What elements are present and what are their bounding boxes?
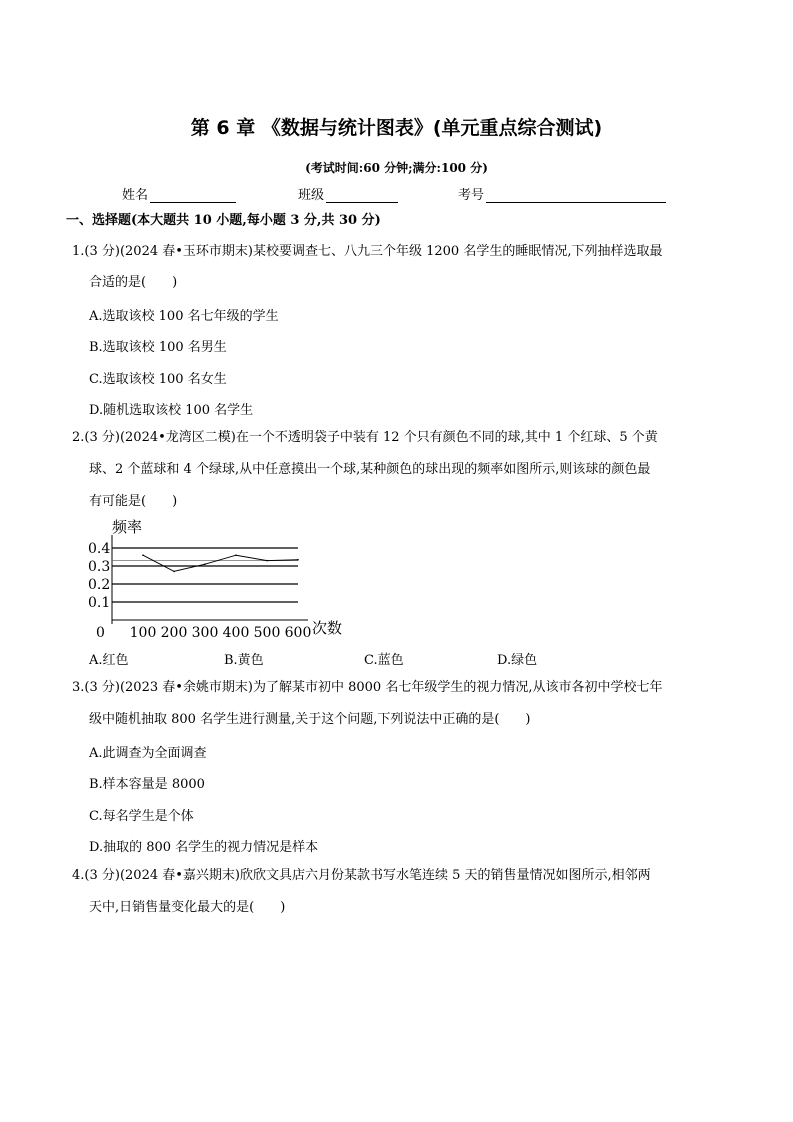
data-point-100 — [142, 554, 144, 556]
question-2-line-3: 有可能是( ) — [89, 494, 178, 509]
question-2-line-1: 2.(3 分)(2024•龙湾区二模)在一个不透明袋子中装有 12 个只有颜色不同的球,其中 1 个红球、5 个黄 — [72, 430, 658, 445]
data-point-200 — [173, 571, 175, 573]
number-blank[interactable] — [486, 188, 666, 203]
frequency-chart — [86, 515, 348, 641]
number-label: 考号 — [458, 188, 485, 203]
question-2-line-2: 球、2 个蓝球和 4 个绿球,从中任意摸出一个球,某种颜色的球出现的频率如图所示,则该球的颜色最 — [89, 462, 651, 477]
data-point-600 — [297, 559, 299, 561]
student-info-row — [0, 184, 793, 204]
question-1-option-a[interactable]: A.选取该校 100 名七年级的学生 — [89, 309, 279, 324]
page-title: 第 6 章 《数据与统计图表》(单元重点综合测试) — [190, 117, 603, 139]
question-2-option-c[interactable]: C.蓝色 — [364, 653, 404, 668]
y-tick-label-0.3: 0.3 — [88, 559, 111, 575]
question-3-option-b[interactable]: B.样本容量是 8000 — [89, 777, 205, 792]
frequency-series-line — [143, 555, 298, 571]
question-1-line-2: 合适的是( ) — [89, 275, 178, 290]
name-blank[interactable] — [150, 188, 236, 203]
data-point-500 — [266, 560, 268, 562]
x-tick-label-100: 100 — [129, 625, 157, 641]
x-tick-label-400: 400 — [222, 625, 250, 641]
question-1-option-b[interactable]: B.选取该校 100 名男生 — [89, 340, 227, 355]
question-3-line-1: 3.(3 分)(2023 春•余姚市期末)为了解某市初中 8000 名七年级学生的视力情况,从该市各初中学校七年 — [72, 680, 663, 695]
y-tick-label-0.2: 0.2 — [88, 577, 111, 593]
name-label: 姓名 — [122, 188, 149, 203]
class-blank[interactable] — [326, 188, 398, 203]
question-3-option-d[interactable]: D.抽取的 800 名学生的视力情况是样本 — [89, 840, 319, 855]
question-3-option-a[interactable]: A.此调查为全面调查 — [89, 746, 207, 761]
question-3-line-2: 级中随机抽取 800 名学生进行测量,关于这个问题,下列说法中正确的是( ) — [89, 712, 531, 727]
y-tick-label-0.4: 0.4 — [88, 541, 111, 557]
section-heading: 一、选择题(本大题共 10 小题,每小题 3 分,共 30 分) — [66, 213, 381, 228]
question-2-option-b[interactable]: B.黄色 — [224, 653, 264, 668]
question-1-line-1: 1.(3 分)(2024 春•玉环市期末)某校要调查七、八九三个年级 1200 名学生的睡眠情况,下列抽样选取最 — [72, 244, 663, 259]
x-tick-label-500: 500 — [253, 625, 281, 641]
exam-info: (考试时间:60 分钟;满分:100 分) — [305, 161, 488, 175]
question-3-option-c[interactable]: C.每名学生是个体 — [89, 809, 194, 824]
question-1-option-d[interactable]: D.随机选取该校 100 名学生 — [89, 403, 254, 418]
question-4-line-2: 天中,日销售量变化最大的是( ) — [89, 900, 286, 915]
origin-label: 0 — [96, 625, 105, 641]
y-axis-label: 频率 — [112, 518, 143, 536]
x-tick-label-600: 600 — [284, 625, 312, 641]
question-1-option-c[interactable]: C.选取该校 100 名女生 — [89, 372, 227, 387]
class-field[interactable] — [298, 184, 398, 203]
question-4-line-1: 4.(3 分)(2024 春•嘉兴期末)欣欣文具店六月份某款书写水笔连续 5 天的销售量情况如图所示,相邻两 — [72, 868, 651, 883]
question-2-option-a[interactable]: A.红色 — [89, 653, 129, 668]
frequency-chart-svg — [86, 515, 348, 641]
x-tick-label-300: 300 — [191, 625, 219, 641]
data-point-300 — [204, 563, 206, 565]
x-axis-label: 次数 — [312, 619, 343, 637]
question-2-option-d[interactable]: D.绿色 — [497, 653, 538, 668]
number-field[interactable] — [458, 184, 666, 203]
class-label: 班级 — [298, 188, 325, 203]
x-tick-label-200: 200 — [160, 625, 188, 641]
y-tick-label-0.1: 0.1 — [88, 595, 111, 611]
name-field[interactable] — [122, 184, 236, 203]
data-point-400 — [235, 554, 237, 556]
